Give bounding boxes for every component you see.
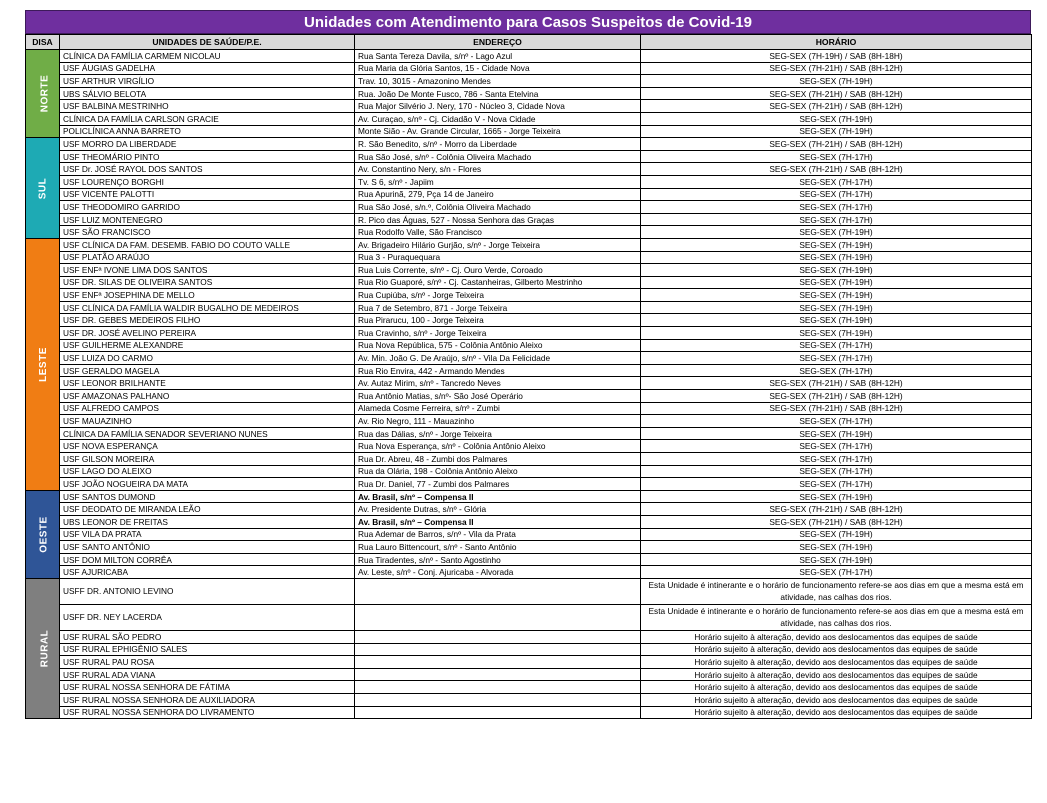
address-cell: Rua Dr. Daniel, 77 - Zumbi dos Palmares xyxy=(355,478,641,491)
unit-name-cell: USF LUIZA DO CARMO xyxy=(60,352,355,365)
schedule-cell: SEG-SEX (7H-19H) xyxy=(641,301,1032,314)
address-cell: Rua das Dálias, s/nº - Jorge Teixeira xyxy=(355,427,641,440)
table-row xyxy=(26,175,1032,188)
unit-name-cell: USF DR. SILAS DE OLIVEIRA SANTOS xyxy=(60,276,355,289)
unit-name-cell: USF DOM MILTON CORRÊA xyxy=(60,553,355,566)
table-row xyxy=(26,87,1032,100)
unit-name-cell: USF THEODOMIRO GARRIDO xyxy=(60,201,355,214)
schedule-cell: SEG-SEX (7H-19H) xyxy=(641,427,1032,440)
table-row xyxy=(26,604,1032,630)
units-table xyxy=(25,34,1032,719)
address-cell: Av. Rio Negro, 111 - Mauazinho xyxy=(355,415,641,428)
table-row xyxy=(26,643,1032,656)
schedule-cell: SEG-SEX (7H-17H) xyxy=(641,339,1032,352)
table-row xyxy=(26,541,1032,554)
table-row xyxy=(26,100,1032,113)
address-cell: Rua Rodolfo Valle, São Francisco xyxy=(355,226,641,239)
unit-name-cell: USF RURAL NOSSA SENHORA DO LIVRAMENTO xyxy=(60,706,355,719)
address-cell: Rua 7 de Setembro, 871 - Jorge Teixeira xyxy=(355,301,641,314)
unit-name-cell: CLÍNICA DA FAMÍLIA CARMEM NICOLAU xyxy=(60,50,355,63)
address-cell xyxy=(355,693,641,706)
schedule-cell: Horário sujeito à alteração, devido aos deslocamentos das equipes de saúde xyxy=(641,656,1032,669)
address-cell: Rua São José, s/nº - Colônia Oliveira Machado xyxy=(355,150,641,163)
schedule-cell: SEG-SEX (7H-19H) xyxy=(641,553,1032,566)
unit-name-cell: USF RURAL EPHIGÊNIO SALES xyxy=(60,643,355,656)
disa-label: SUL xyxy=(37,177,48,199)
address-cell: Rua Luis Corrente, s/nº - Cj. Ouro Verde, Coroado xyxy=(355,264,641,277)
schedule-cell: Horário sujeito à alteração, devido aos deslocamentos das equipes de saúde xyxy=(641,668,1032,681)
disa-group-norte xyxy=(26,50,60,138)
schedule-cell: SEG-SEX (7H-21H) / SAB (8H-12H) xyxy=(641,390,1032,403)
table-body xyxy=(26,50,1032,719)
table-row xyxy=(26,630,1032,643)
schedule-cell: SEG-SEX (7H-17H) xyxy=(641,415,1032,428)
header-disa: DISA xyxy=(26,35,60,50)
unit-name-cell: USF SANTOS DUMOND xyxy=(60,490,355,503)
schedule-cell: SEG-SEX (7H-17H) xyxy=(641,566,1032,579)
unit-name-cell: USF LAGO DO ALEIXO xyxy=(60,465,355,478)
address-cell xyxy=(355,668,641,681)
schedule-cell: SEG-SEX (7H-19H) / SAB (8H-18H) xyxy=(641,50,1032,63)
table-row xyxy=(26,276,1032,289)
address-cell: Rua Major Silvério J. Nery, 170 - Núcleo 3, Cidade Nova xyxy=(355,100,641,113)
schedule-cell: SEG-SEX (7H-21H) / SAB (8H-12H) xyxy=(641,377,1032,390)
address-cell: Rua Maria da Glória Santos, 15 - Cidade Nova xyxy=(355,62,641,75)
table-row xyxy=(26,528,1032,541)
address-cell: Av. Autaz Mirim, s/nº - Tancredo Neves xyxy=(355,377,641,390)
table-row xyxy=(26,314,1032,327)
table-row xyxy=(26,238,1032,251)
disa-label: NORTE xyxy=(39,74,51,113)
unit-name-cell: CLÍNICA DA FAMÍLIA SENADOR SEVERIANO NUNES xyxy=(60,427,355,440)
schedule-cell: SEG-SEX (7H-19H) xyxy=(641,327,1032,340)
address-cell: Av. Brigadeiro Hilário Gurjão, s/nº - Jorge Teixeira xyxy=(355,238,641,251)
address-cell xyxy=(355,681,641,694)
table-row xyxy=(26,226,1032,239)
address-cell: Rua Rio Guaporé, s/nº - Cj. Castanheiras, Gilberto Mestrinho xyxy=(355,276,641,289)
schedule-cell: SEG-SEX (7H-19H) xyxy=(641,528,1032,541)
table-row xyxy=(26,490,1032,503)
table-row xyxy=(26,213,1032,226)
unit-name-cell: USF JOÃO NOGUEIRA DA MATA xyxy=(60,478,355,491)
address-cell: Rua 3 - Puraquequara xyxy=(355,251,641,264)
unit-name-cell: USF SANTO ANTÔNIO xyxy=(60,541,355,554)
schedule-cell: SEG-SEX (7H-17H) xyxy=(641,201,1032,214)
table-row xyxy=(26,478,1032,491)
table-row xyxy=(26,415,1032,428)
address-cell: Monte Sião - Av. Grande Circular, 1665 - Jorge Teixeira xyxy=(355,125,641,138)
address-cell: Rua Lauro Bittencourt, s/nº - Santo Antônio xyxy=(355,541,641,554)
schedule-cell: SEG-SEX (7H-21H) / SAB (8H-12H) xyxy=(641,100,1032,113)
unit-name-cell: UBS LEONOR DE FREITAS xyxy=(60,515,355,528)
address-cell xyxy=(355,604,641,630)
schedule-cell: SEG-SEX (7H-17H) xyxy=(641,465,1032,478)
address-cell xyxy=(355,630,641,643)
unit-name-cell: USF ENFª IVONE LIMA DOS SANTOS xyxy=(60,264,355,277)
unit-name-cell: CLÍNICA DA FAMÍLIA CARLSON GRACIE xyxy=(60,112,355,125)
table-row xyxy=(26,75,1032,88)
schedule-cell: SEG-SEX (7H-21H) / SAB (8H-12H) xyxy=(641,503,1032,516)
address-cell: Av. Presidente Dutras, s/nº - Glória xyxy=(355,503,641,516)
address-cell xyxy=(355,656,641,669)
address-cell: Rua Nova República, 575 - Colônia Antônio Aleixo xyxy=(355,339,641,352)
unit-name-cell: USF CLÍNICA DA FAMÍLIA WALDIR BUGALHO DE MEDEIROS xyxy=(60,301,355,314)
unit-name-cell: USF AJURICABA xyxy=(60,566,355,579)
table-row xyxy=(26,465,1032,478)
table-row xyxy=(26,301,1032,314)
disa-label: OESTE xyxy=(38,516,50,553)
schedule-cell: SEG-SEX (7H-19H) xyxy=(641,75,1032,88)
disa-label: LESTE xyxy=(37,346,49,382)
table-row xyxy=(26,566,1032,579)
address-cell: Av. Leste, s/nº - Conj. Ajuricaba - Alvorada xyxy=(355,566,641,579)
address-cell: Av. Brasil, s/nº – Compensa II xyxy=(355,515,641,528)
address-cell: Rua da Olária, 198 - Colônia Antônio Aleixo xyxy=(355,465,641,478)
address-cell xyxy=(355,706,641,719)
schedule-cell: SEG-SEX (7H-17H) xyxy=(641,150,1032,163)
address-cell: Rua Cupiúba, s/nº - Jorge Teixeira xyxy=(355,289,641,302)
schedule-cell: SEG-SEX (7H-19H) xyxy=(641,226,1032,239)
unit-name-cell: USF VILA DA PRATA xyxy=(60,528,355,541)
table-row xyxy=(26,289,1032,302)
schedule-cell: SEG-SEX (7H-19H) xyxy=(641,264,1032,277)
schedule-cell: SEG-SEX (7H-19H) xyxy=(641,238,1032,251)
header-row xyxy=(26,35,1032,50)
address-cell: Tv. S 6, s/nº - Japiim xyxy=(355,175,641,188)
table-row xyxy=(26,706,1032,719)
unit-name-cell: USF ALFREDO CAMPOS xyxy=(60,402,355,415)
header-horario: HORÁRIO xyxy=(641,35,1032,50)
schedule-cell: SEG-SEX (7H-17H) xyxy=(641,188,1032,201)
table-row xyxy=(26,201,1032,214)
address-cell: Rua São José, s/n.º, Colônia Oliveira Machado xyxy=(355,201,641,214)
address-cell: Trav. 10, 3015 - Amazonino Mendes xyxy=(355,75,641,88)
unit-name-cell: USF DR. JOSÉ AVELINO PEREIRA xyxy=(60,327,355,340)
unit-name-cell: USF MORRO DA LIBERDADE xyxy=(60,138,355,151)
schedule-cell: SEG-SEX (7H-19H) xyxy=(641,314,1032,327)
schedule-cell: SEG-SEX (7H-19H) xyxy=(641,251,1032,264)
table-row xyxy=(26,364,1032,377)
unit-name-cell: USF GILSON MOREIRA xyxy=(60,453,355,466)
unit-name-cell: USF GUILHERME ALEXANDRE xyxy=(60,339,355,352)
unit-name-cell: USF RURAL SÃO PEDRO xyxy=(60,630,355,643)
schedule-cell: Horário sujeito à alteração, devido aos deslocamentos das equipes de saúde xyxy=(641,706,1032,719)
schedule-cell: SEG-SEX (7H-21H) / SAB (8H-12H) xyxy=(641,62,1032,75)
unit-name-cell: USF THEOMÁRIO PINTO xyxy=(60,150,355,163)
address-cell: Rua Ademar de Barros, s/nº - Vila da Prata xyxy=(355,528,641,541)
schedule-cell: SEG-SEX (7H-17H) xyxy=(641,478,1032,491)
schedule-cell: Horário sujeito à alteração, devido aos deslocamentos das equipes de saúde xyxy=(641,630,1032,643)
schedule-cell: SEG-SEX (7H-17H) xyxy=(641,175,1032,188)
covid-units-sheet xyxy=(25,10,1031,719)
table-row xyxy=(26,453,1032,466)
unit-name-cell: USF ENFª JOSEPHINA DE MELLO xyxy=(60,289,355,302)
schedule-cell: SEG-SEX (7H-19H) xyxy=(641,541,1032,554)
table-row xyxy=(26,125,1032,138)
table-row xyxy=(26,352,1032,365)
table-row xyxy=(26,681,1032,694)
header-endereco: ENDEREÇO xyxy=(355,35,641,50)
schedule-cell: Horário sujeito à alteração, devido aos deslocamentos das equipes de saúde xyxy=(641,693,1032,706)
address-cell: Rua Santa Tereza Davila, s/nº - Lago Azul xyxy=(355,50,641,63)
unit-name-cell: USF LEONOR BRILHANTE xyxy=(60,377,355,390)
unit-name-cell: USF GERALDO MAGELA xyxy=(60,364,355,377)
unit-name-cell: USF MAUAZINHO xyxy=(60,415,355,428)
unit-name-cell: USF AMAZONAS PALHANO xyxy=(60,390,355,403)
schedule-cell: SEG-SEX (7H-19H) xyxy=(641,276,1032,289)
table-row xyxy=(26,163,1032,176)
unit-name-cell: USF NOVA ESPERANÇA xyxy=(60,440,355,453)
table-row xyxy=(26,693,1032,706)
table-row xyxy=(26,656,1032,669)
schedule-cell: Esta Unidade é intinerante e o horário de funcionamento refere-se aos dias em que a mesma está em atividade, nas calhas dos rios. xyxy=(641,604,1032,630)
address-cell: Rua Antônio Matias, s/nº- São José Operário xyxy=(355,390,641,403)
unit-name-cell: USF LUIZ MONTENEGRO xyxy=(60,213,355,226)
table-row xyxy=(26,427,1032,440)
table-row xyxy=(26,150,1032,163)
table-row xyxy=(26,515,1032,528)
header-unidade: UNIDADES DE SAÚDE/P.E. xyxy=(60,35,355,50)
sheet-title: Unidades com Atendimento para Casos Suspeitos de Covid-19 xyxy=(25,10,1031,34)
unit-name-cell: USFF DR. NEY LACERDA xyxy=(60,604,355,630)
address-cell: Rua. João De Monte Fusco, 786 - Santa Etelvina xyxy=(355,87,641,100)
unit-name-cell: USF CLÍNICA DA FAM. DESEMB. FABIO DO COUTO VALLE xyxy=(60,238,355,251)
address-cell: Rua Apurinã, 279, Pça 14 de Janeiro xyxy=(355,188,641,201)
table-row xyxy=(26,50,1032,63)
unit-name-cell: USF ÁUGIAS GADELHA xyxy=(60,62,355,75)
unit-name-cell: USF RURAL NOSSA SENHORA DE FÁTIMA xyxy=(60,681,355,694)
unit-name-cell: USF LOURENÇO BORGHI xyxy=(60,175,355,188)
disa-group-rural xyxy=(26,578,60,718)
address-cell xyxy=(355,578,641,604)
schedule-cell: SEG-SEX (7H-21H) / SAB (8H-12H) xyxy=(641,138,1032,151)
unit-name-cell: USF DR. GEBES MEDEIROS FILHO xyxy=(60,314,355,327)
table-row xyxy=(26,578,1032,604)
schedule-cell: SEG-SEX (7H-17H) xyxy=(641,213,1032,226)
unit-name-cell: USF RURAL ADA VIANA xyxy=(60,668,355,681)
table-row xyxy=(26,668,1032,681)
unit-name-cell: USFF DR. ANTONIO LEVINO xyxy=(60,578,355,604)
unit-name-cell: USF RURAL NOSSA SENHORA DE AUXILIADORA xyxy=(60,693,355,706)
schedule-cell: SEG-SEX (7H-21H) / SAB (8H-12H) xyxy=(641,163,1032,176)
schedule-cell: SEG-SEX (7H-19H) xyxy=(641,289,1032,302)
schedule-cell: Esta Unidade é intinerante e o horário de funcionamento refere-se aos dias em que a mesma está em atividade, nas calhas dos rios. xyxy=(641,578,1032,604)
address-cell xyxy=(355,643,641,656)
schedule-cell: SEG-SEX (7H-17H) xyxy=(641,440,1032,453)
table-row xyxy=(26,112,1032,125)
unit-name-cell: USF RURAL PAU ROSA xyxy=(60,656,355,669)
address-cell: Rua Cravinho, s/nº - Jorge Teixeira xyxy=(355,327,641,340)
schedule-cell: SEG-SEX (7H-17H) xyxy=(641,352,1032,365)
address-cell: Alameda Cosme Ferreira, s/nº - Zumbi xyxy=(355,402,641,415)
unit-name-cell: USF PLATÃO ARAÚJO xyxy=(60,251,355,264)
address-cell: R. São Benedito, s/nº - Morro da Liberdade xyxy=(355,138,641,151)
table-row xyxy=(26,402,1032,415)
unit-name-cell: USF VICENTE PALOTTI xyxy=(60,188,355,201)
unit-name-cell: USF SÃO FRANCISCO xyxy=(60,226,355,239)
unit-name-cell: POLICLÍNICA ANNA BARRETO xyxy=(60,125,355,138)
disa-group-sul xyxy=(26,138,60,239)
schedule-cell: Horário sujeito à alteração, devido aos deslocamentos das equipes de saúde xyxy=(641,681,1032,694)
address-cell: Av. Brasil, s/nº – Compensa II xyxy=(355,490,641,503)
disa-label: RURAL xyxy=(39,629,51,668)
address-cell: Av. Curaçao, s/nº - Cj. Cidadão V - Nova Cidade xyxy=(355,112,641,125)
address-cell: R. Pico das Águas, 527 - Nossa Senhora das Graças xyxy=(355,213,641,226)
schedule-cell: SEG-SEX (7H-21H) / SAB (8H-12H) xyxy=(641,402,1032,415)
table-row xyxy=(26,339,1032,352)
schedule-cell: Horário sujeito à alteração, devido aos deslocamentos das equipes de saúde xyxy=(641,643,1032,656)
table-row xyxy=(26,264,1032,277)
unit-name-cell: USF Dr. JOSÉ RAYOL DOS SANTOS xyxy=(60,163,355,176)
schedule-cell: SEG-SEX (7H-19H) xyxy=(641,125,1032,138)
table-row xyxy=(26,390,1032,403)
address-cell: Av. Min. João G. De Araújo, s/nº - Vila Da Felicidade xyxy=(355,352,641,365)
table-row xyxy=(26,377,1032,390)
unit-name-cell: USF BALBINA MESTRINHO xyxy=(60,100,355,113)
unit-name-cell: USF DEODATO DE MIRANDA LEÃO xyxy=(60,503,355,516)
table-row xyxy=(26,188,1032,201)
address-cell: Rua Dr. Abreu, 48 - Zumbi dos Palmares xyxy=(355,453,641,466)
disa-group-oeste xyxy=(26,490,60,578)
table-row xyxy=(26,327,1032,340)
table-row xyxy=(26,62,1032,75)
table-row xyxy=(26,553,1032,566)
address-cell: Rua Pirarucu, 100 - Jorge Teixeira xyxy=(355,314,641,327)
address-cell: Rua Nova Esperança, s/nº - Colônia Antônio Aleixo xyxy=(355,440,641,453)
address-cell: Av. Constantino Nery, s/n - Flores xyxy=(355,163,641,176)
disa-group-leste xyxy=(26,238,60,490)
table-row xyxy=(26,251,1032,264)
table-row xyxy=(26,138,1032,151)
schedule-cell: SEG-SEX (7H-17H) xyxy=(641,364,1032,377)
unit-name-cell: USF ARTHUR VIRGÍLIO xyxy=(60,75,355,88)
schedule-cell: SEG-SEX (7H-19H) xyxy=(641,112,1032,125)
unit-name-cell: UBS SÁLVIO BELOTA xyxy=(60,87,355,100)
address-cell: Rua Rio Envira, 442 - Armando Mendes xyxy=(355,364,641,377)
table-row xyxy=(26,503,1032,516)
schedule-cell: SEG-SEX (7H-21H) / SAB (8H-12H) xyxy=(641,87,1032,100)
schedule-cell: SEG-SEX (7H-17H) xyxy=(641,453,1032,466)
schedule-cell: SEG-SEX (7H-21H) / SAB (8H-12H) xyxy=(641,515,1032,528)
table-row xyxy=(26,440,1032,453)
address-cell: Rua Tiradentes, s/nº - Santo Agostinho xyxy=(355,553,641,566)
schedule-cell: SEG-SEX (7H-19H) xyxy=(641,490,1032,503)
